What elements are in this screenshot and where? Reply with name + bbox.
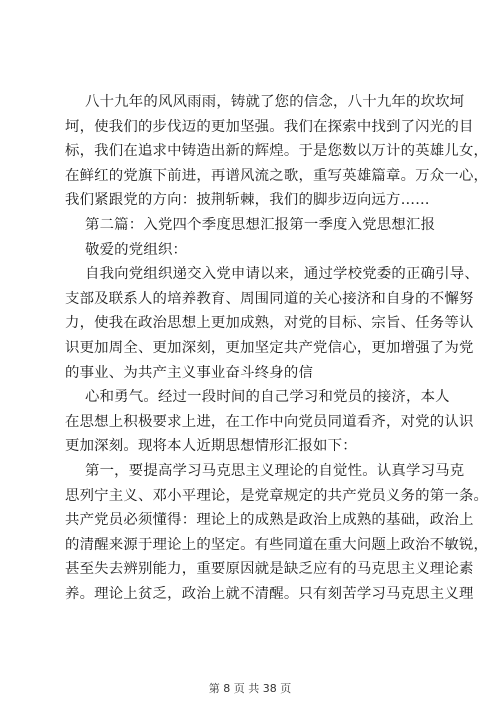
text-line: 第一，要提高学习马克思主义理论的自觉性。认真学习马克: [85, 462, 465, 479]
text-line: 共产党员必须懂得：理论上的成熟是政治上成熟的基础，政治上: [65, 512, 474, 529]
text-line: 在思想上积极要求上进，在工作中向党员同道看齐，对党的认识: [65, 413, 474, 430]
text-line: 的事业、为共产主义事业奋斗终身的信: [65, 364, 314, 381]
document-body: [65, 90, 489, 606]
text-line: 甚至失去辨别能力，重要原因就是缺乏应有的马克思主义理论素: [65, 561, 474, 578]
text-line: 标，我们在追求中铸造出新的辉煌。于是您数以万计的英雄儿女，: [65, 143, 489, 160]
paragraph-intro: [65, 262, 479, 385]
text-line: 在鲜红的党旗下前进，再谱风流之歌，重写英雄篇章。万众一心，: [65, 167, 489, 184]
paragraph-point-one: [65, 459, 489, 607]
text-line: 支部及联系人的培养教育、周围同道的关心接济和自身的不懈努: [65, 290, 474, 307]
salutation-line: 敬爱的党组织：: [85, 241, 188, 258]
text-line: 八十九年的风风雨雨，铸就了您的信念，八十九年的坎坎坷: [85, 94, 465, 110]
section-heading: [65, 213, 435, 238]
text-line: 心和勇气。经过一段时间的自己学习和党员的接济，本人: [85, 389, 450, 406]
text-line: 更加深刻。现将本人近期思想情形汇报如下：: [65, 438, 357, 455]
paragraph-courage: [65, 385, 474, 459]
salutation: [65, 238, 435, 263]
text-line: 思列宁主义、邓小平理论，是党章规定的共产党员义务的第一条。: [65, 487, 489, 504]
page-number-footer: 第 8 页 共 38 页: [208, 682, 292, 695]
text-line: 我们紧跟党的方向：披荆斩棘，我们的脚步迈向远方……: [65, 192, 430, 209]
text-line: 养。理论上贫乏，政治上就不清醒。只有刻苦学习马克思主义理: [65, 585, 474, 602]
heading-line: 第二篇：入党四个季度思想汇报第一季度入党思想汇报: [85, 216, 436, 233]
text-line: 识更加周全、更加深刻，更加坚定共产党信心，更加增强了为党: [65, 339, 474, 356]
text-line: 力，使我在政治思想上更加成熟，对党的目标、宗旨、任务等认: [65, 315, 474, 332]
text-line: 坷，使我们的步伐迈的更加坚强。我们在探索中找到了闪光的目: [65, 118, 474, 135]
text-line: 自我向党组织递交入党申请以来，通过学校党委的正确引导、: [85, 266, 479, 283]
paragraph-closing-poem: [65, 90, 489, 213]
text-line: 的清醒来源于理论上的坚定。有些同道在重大问题上政治不敏锐，: [65, 536, 489, 553]
